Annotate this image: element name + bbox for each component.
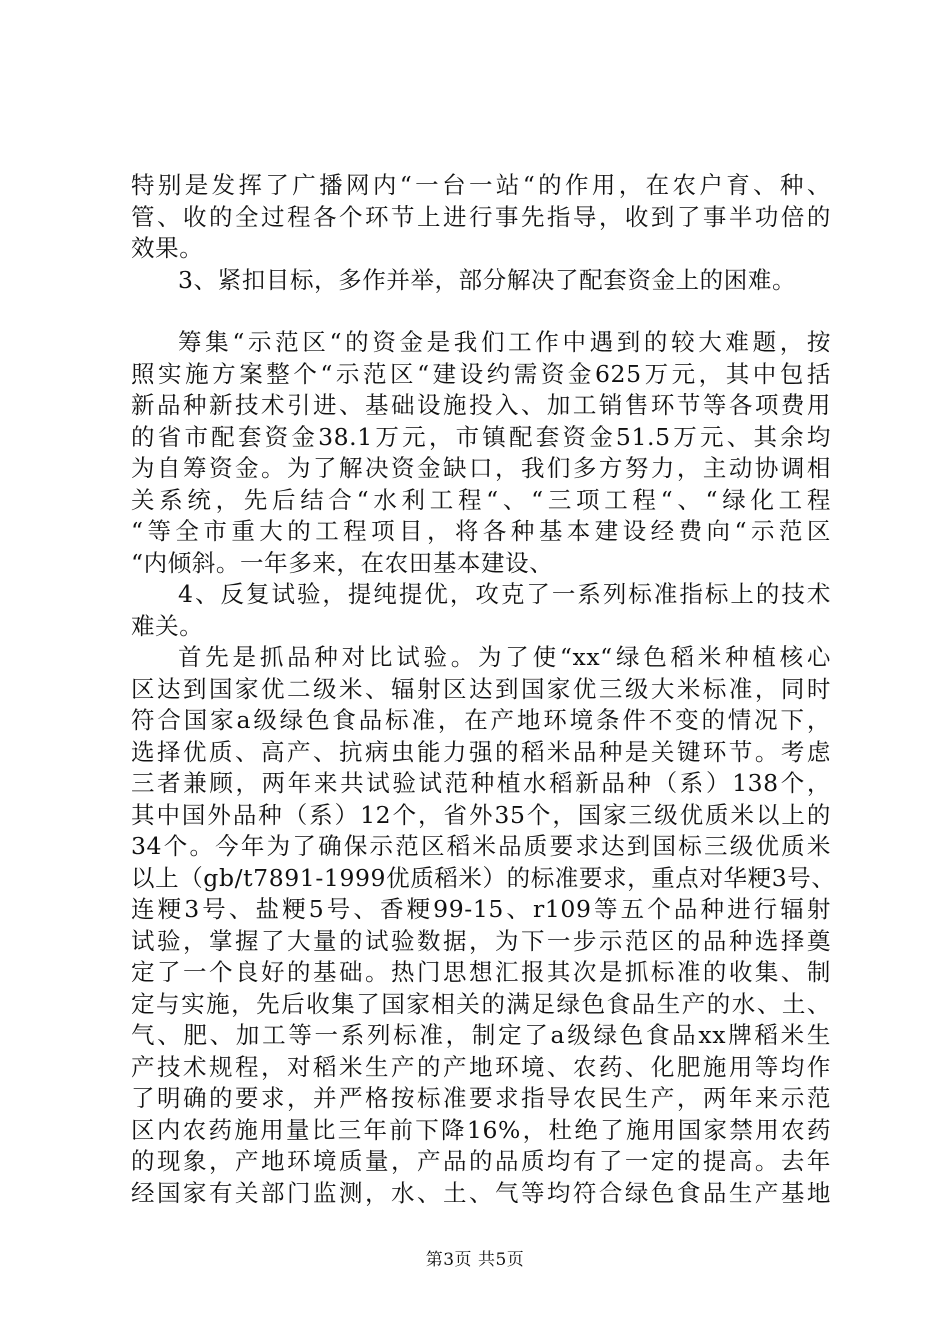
paragraph-funding: [131, 327, 831, 579]
text-line: 为自筹资金。为了解决资金缺口，我们多方努力，主动协调相: [131, 454, 831, 482]
text-line: 区达到国家优二级米、辐射区达到国家优三级大米标准，同时: [131, 674, 831, 703]
text-line: 产技术规程，对稻米生产的产地环境、农药、化肥施用等均作: [131, 1052, 831, 1081]
text-line: 定与实施，先后收集了国家相关的满足绿色食品生产的水、土、: [131, 989, 831, 1018]
text-line: “内倾斜。一年多来，在农田基本建设、: [131, 548, 554, 577]
text-line: 管、收的全过程各个环节上进行事先指导，收到了事半功倍的: [131, 202, 831, 231]
text-line: 筹集“示范区“的资金是我们工作中遇到的较大难题，按: [178, 328, 831, 356]
page-footer: [0, 1245, 950, 1270]
text-line: 的现象，产地环境质量，产品的品质均有了一定的提高。去年: [131, 1147, 831, 1175]
text-line: 关系统，先后结合“水利工程“、“三项工程“、“绿化工程: [131, 485, 831, 514]
text-line: 三者兼顾，两年来共试验试范种植水稻新品种（系）138个，: [131, 769, 831, 797]
text-line: 经国家有关部门监测，水、土、气等均符合绿色食品生产基地: [131, 1178, 831, 1207]
text-line: 其中国外品种（系）12个，省外35个，国家三级优质米以上的: [131, 800, 831, 829]
text-line: 气、肥、加工等一系列标准，制定了a级绿色食品xx牌稻米生: [131, 1021, 831, 1049]
text-line: 区内农药施用量比三年前下降16%，杜绝了施用国家禁用农药: [131, 1115, 831, 1144]
text-line: 选择优质、高产、抗病虫能力强的稻米品种是关键环节。考虑: [131, 737, 831, 766]
text-line: 3、紧扣目标，多作并举，部分解决了配套资金上的困难。: [178, 265, 797, 294]
section-heading-3: [131, 265, 831, 297]
document-body: [131, 170, 836, 1209]
text-line: 特别是发挥了广播网内“一台一站“的作用，在农户育、种、: [131, 171, 831, 199]
text-line: 4、反复试验，提纯提优，攻克了一系列标准指标上的技术: [178, 580, 831, 608]
text-line: 34个。今年为了确保示范区稻米品质要求达到国标三级优质米: [131, 832, 831, 860]
text-line: 难关。: [131, 611, 204, 640]
text-line: 连粳3号、盐粳5号、香粳99-15、r109等五个品种进行辐射: [131, 895, 831, 923]
text-line: 的省市配套资金38.1万元，市镇配套资金51.5万元、其余均: [131, 422, 831, 451]
text-line: 效果。: [131, 234, 204, 262]
text-line: 试验，掌握了大量的试验数据，为下一步示范区的品种选择奠: [131, 926, 831, 955]
text-line: “等全市重大的工程项目，将各种基本建设经费向“示范区: [131, 517, 831, 545]
section-heading-4: [131, 579, 831, 642]
text-line: 定了一个良好的基础。热门思想汇报其次是抓标准的收集、制: [131, 958, 831, 986]
text-line: 了明确的要求，并严格按标准要求指导农民生产，两年来示范: [131, 1084, 831, 1112]
page-number-label: 第3页 共5页: [425, 1250, 525, 1270]
paragraph-variety-trials: [131, 642, 836, 1209]
text-line: 新品种新技术引进、基础设施投入、加工销售环节等各项费用: [131, 391, 831, 419]
text-line: 首先是抓品种对比试验。为了使“xx“绿色稻米种植核心: [178, 643, 831, 671]
paragraph-gap: [131, 296, 831, 327]
paragraph-broadcast-continuation: [131, 170, 831, 265]
text-line: 照实施方案整个“示范区“建设约需资金625万元，其中包括: [131, 359, 831, 388]
text-line: 符合国家a级绿色食品标准，在产地环境条件不变的情况下，: [131, 706, 831, 734]
text-line: 以上（gb/t7891-1999优质稻米）的标准要求，重点对华粳3号、: [131, 863, 836, 892]
